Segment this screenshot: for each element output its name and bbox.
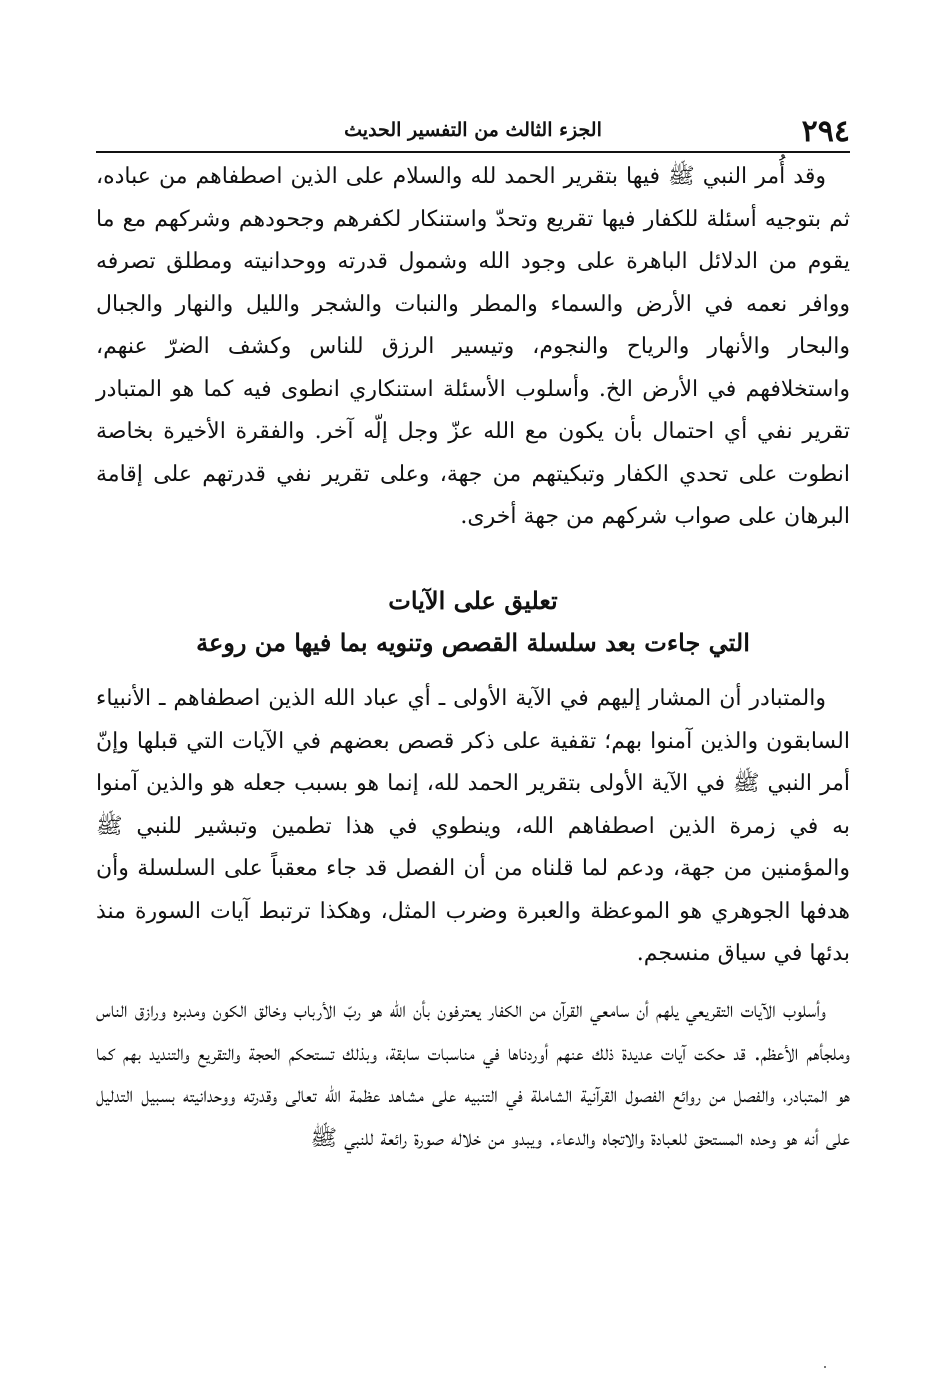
paragraph-2-text: والمتبادر أن المشار إليهم في الآية الأولى ـ أي عباد الله الذين اصطفاهم ـ الأنبياء السابقون والذين آمنوا بهم؛ تقفية على ذكر قصص بعضهم في الآيات التي قبلها وإنّ أمر النبي ﷺ في الآية الأولى بتقرير الحمد لله، إنما هو بسبب جعله هو والذين آمنوا به في زمرة الذين اصطفاهم الله، وينطوي في هذا تطمين وتبشير للنبي ﷺ والمؤمنين من جهة، ودعم لما قلناه من أن الفصل قد جاء معقباً على السلسلة وأن هدفها الجوهري هو الموعظة والعبرة وضرب المثل، وهكذا ترتبط آيات السورة منذ بدئها في سياق منسجم. xyxy=(96,686,850,966)
running-title: الجزء الثالث من التفسير الحديث xyxy=(344,119,602,141)
paragraph-1-text: وقد أُمر النبي ﷺ فيها بتقرير الحمد لله والسلام على الذين اصطفاهم من عباده، ثم بتوجيه أسئلة للكفار فيها تقريع وتحدّ واستنكار لكفرهم وجحودهم وشركهم مع ما يقوم من الدلائل الباهرة على وجود الله وشمول قدرته ووحدانيته ومطلق تصرفه ووافر نعمه في الأرض والسماء والمطر والنبات والشجر والليل والنهار والجبال والبحار والأنهار والرياح والنجوم، وتيسير الرزق للناس وكشف الضرّ عنهم، واستخلافهم في الأرض الخ. وأسلوب الأسئلة استنكاري انطوى فيه كما هو المتبادر تقرير نفي أي احتمال بأن يكون مع الله عزّ وجل إلّه آخر. والفقرة الأخيرة بخاصة انطوت على تحدي الكفار وتبكيتهم من جهة، وعلى تقرير نفي قدرتهم على إقامة البرهان على صواب شركهم من جهة أخرى. xyxy=(96,164,850,529)
scan-speck xyxy=(824,1366,826,1368)
page-number: ٢٩٤ xyxy=(801,114,850,149)
header-rule xyxy=(96,151,850,153)
paragraph-1 xyxy=(96,156,850,539)
page-header xyxy=(96,108,850,152)
section-heading-line-1: تعليق على الآيات xyxy=(388,586,558,615)
paragraph-3-text: وأسلوب الآيات التقريعي يلهم أن سامعي القرآن من الكفار يعترفون بأن الله هو ربّ الأرباب وخالق الكون ومدبره ورازق الناس وملجأهم الأعظم. قد حكت آيات عديدة ذلك عنهم أوردناها في مناسبات سابقة، وبذلك تستحكم الحجة والتقريع والتنديد بهم كما هو المتبادر، والفصل من روائع الفصول القرآنية الشاملة في التنبيه على مشاهد عظمة الله تعالى وقدرته ووحدانيته بسبيل التدليل على أنه هو وحده المستحق للعبادة والاتجاه والدعاء. ويبدو من خلاله صورة رائعة للنبي ﷺ xyxy=(96,998,850,1151)
section-heading-line-2: التي جاءت بعد سلسلة القصص وتنويه بما فيها من روعة xyxy=(196,628,750,657)
paragraph-3 xyxy=(96,990,850,1160)
paragraph-2 xyxy=(96,678,850,976)
